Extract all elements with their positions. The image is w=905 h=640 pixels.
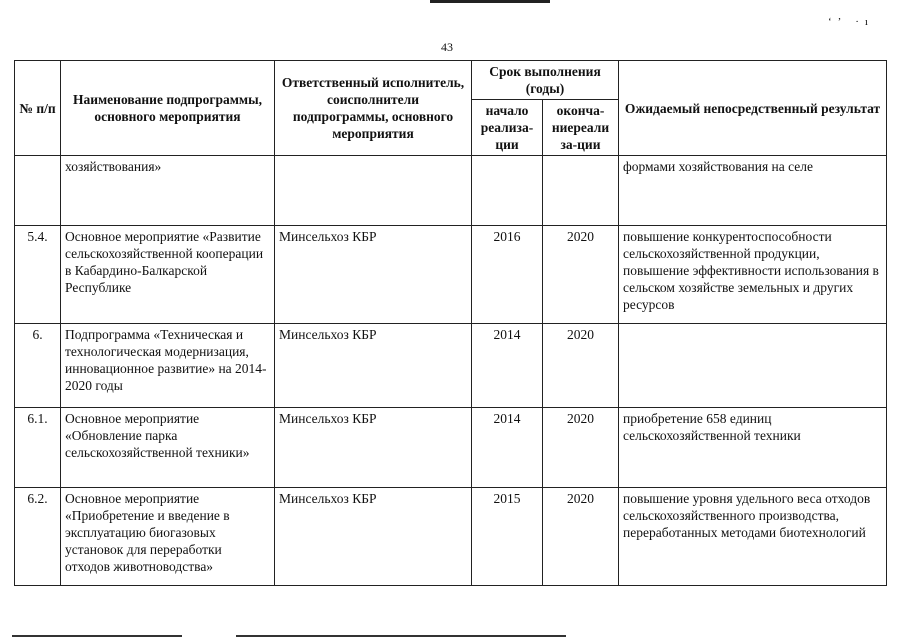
row-result (619, 324, 887, 408)
scan-artifact-top (430, 0, 550, 3)
scan-artifact-bottom-left (12, 635, 182, 637)
row-responsible: Минсельхоз КБР (275, 488, 472, 586)
row-end: 2020 (543, 226, 619, 324)
row-end: 2020 (543, 488, 619, 586)
corner-mark: ‘’ ·ı (828, 16, 874, 28)
row-start (472, 156, 543, 226)
row-name: Основное мероприятие «Развитие сельскохозяйственной кооперации в Кабардино-Балкарской Республике (61, 226, 275, 324)
row-end: 2020 (543, 324, 619, 408)
header-responsible: Ответственный исполнитель, соисполнители подпрограммы, основного мероприятия (275, 61, 472, 156)
row-start: 2014 (472, 408, 543, 488)
header-end: оконча-ниереали за-ции (543, 100, 619, 156)
scan-artifact-bottom-center (236, 635, 566, 637)
row-start: 2014 (472, 324, 543, 408)
page-number: 43 (441, 40, 453, 54)
row-responsible: Минсельхоз КБР (275, 324, 472, 408)
row-name: Основное мероприятие «Приобретение и введение в эксплуатацию биогазовых установок для переработки отходов животноводства» (61, 488, 275, 586)
row-end: 2020 (543, 408, 619, 488)
row-responsible: Минсельхоз КБР (275, 226, 472, 324)
row-responsible: Минсельхоз КБР (275, 408, 472, 488)
row-name: хозяйствования» (61, 156, 275, 226)
header-start: начало реализа-ции (472, 100, 543, 156)
row-responsible (275, 156, 472, 226)
table-row (15, 324, 887, 408)
header-term: Срок выполнения (годы) (472, 61, 619, 100)
header-name: Наименование подпрограммы, основного мероприятия (61, 61, 275, 156)
header-result: Ожидаемый непосредственный результат (619, 61, 887, 156)
table-row (15, 488, 887, 586)
row-num: 6.2. (15, 488, 61, 586)
row-start: 2015 (472, 488, 543, 586)
row-num: 6. (15, 324, 61, 408)
table-row (15, 226, 887, 324)
row-num: 5.4. (15, 226, 61, 324)
row-name: Основное мероприятие «Обновление парка сельскохозяйственной техники» (61, 408, 275, 488)
row-name: Подпрограмма «Техническая и технологическая модернизация, инновационное развитие» на 2014-2020 годы (61, 324, 275, 408)
row-end (543, 156, 619, 226)
row-start: 2016 (472, 226, 543, 324)
row-result: приобретение 658 единиц сельскохозяйственной техники (619, 408, 887, 488)
table-row (15, 408, 887, 488)
row-result: формами хозяйствования на селе (619, 156, 887, 226)
header-num: № п/п (15, 61, 61, 156)
table-row (15, 156, 887, 226)
row-result: повышение уровня удельного веса отходов сельскохозяйственного производства, переработанных методами биотехнологий (619, 488, 887, 586)
row-num (15, 156, 61, 226)
row-result: повышение конкурентоспособности сельскохозяйственной продукции, повышение эффективности использования в сельском хозяйстве земельных и других ресурсов (619, 226, 887, 324)
program-table (14, 60, 887, 586)
row-num: 6.1. (15, 408, 61, 488)
